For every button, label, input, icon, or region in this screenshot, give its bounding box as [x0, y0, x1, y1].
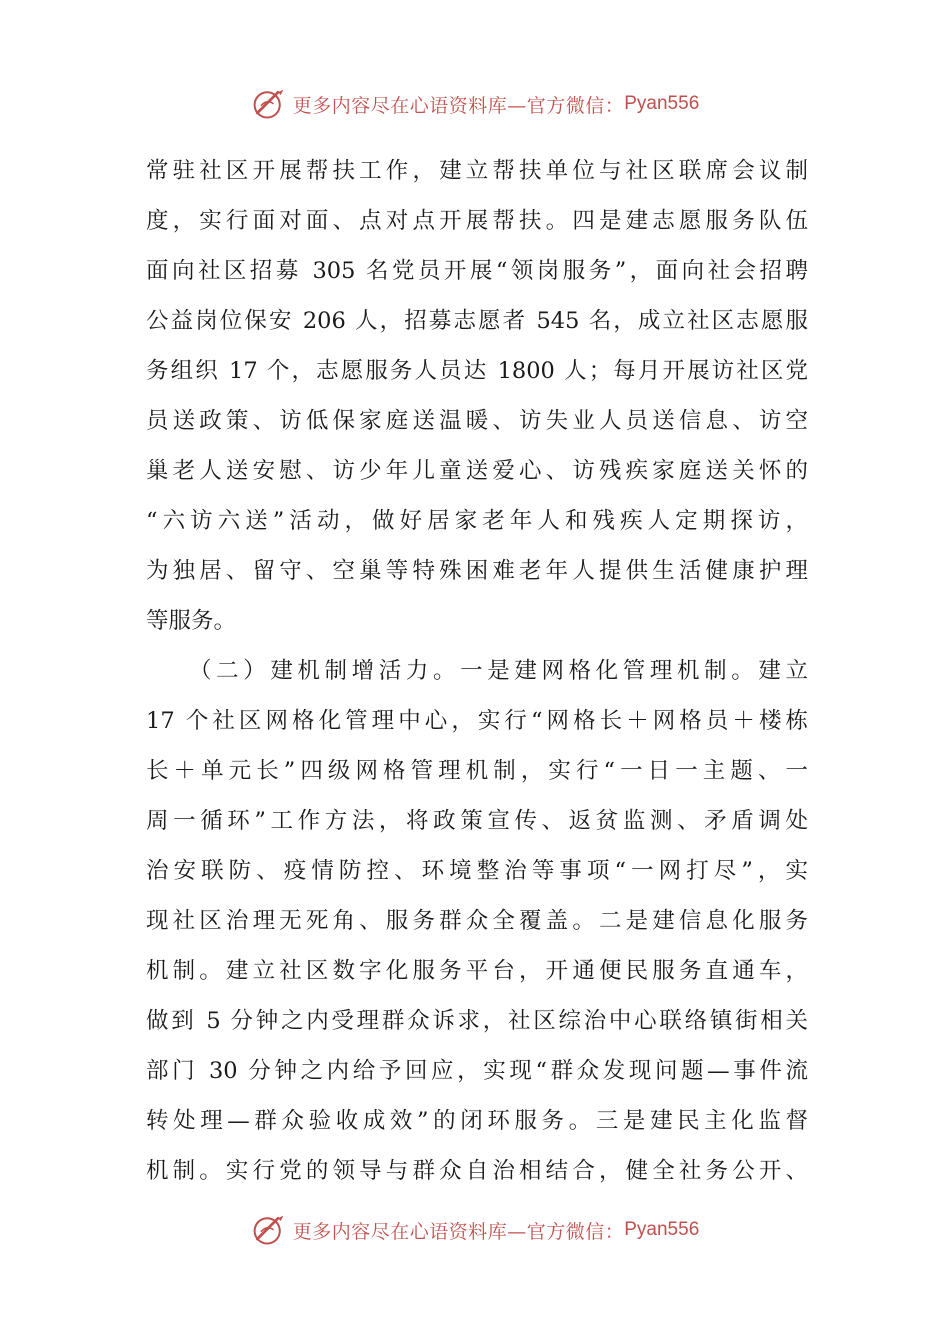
text-line: （二）建机制增活力。一是建网格化管理机制。建立: [146, 658, 808, 684]
text-line: 机制。建立社区数字化服务平台，开通便民服务直通车，: [146, 958, 808, 984]
text-line: 部门 30 分钟之内给予回应，实现“群众发现问题—事件流: [146, 1058, 808, 1084]
text-line: 转处理—群众验收成效”的闭环服务。三是建民主化监督: [146, 1108, 808, 1134]
text-line: 等服务。: [146, 608, 237, 634]
text-line: 度，实行面对面、点对点开展帮扶。四是建志愿服务队伍: [146, 208, 808, 234]
watermark-header: [0, 82, 950, 126]
text-line: 17 个社区网格化管理中心，实行“网格长＋网格员＋楼栋: [146, 708, 808, 734]
watermark-text: 更多内容尽在心语资料库—官方微信：: [292, 1220, 625, 1243]
watermark-footer: [0, 1208, 950, 1252]
text-line: 公益岗位保安 206 人，招募志愿者 545 名，成立社区志愿服: [146, 308, 808, 334]
text-line: 现社区治理无死角、服务群众全覆盖。二是建信息化服务: [146, 908, 808, 934]
pen-logo-icon: [251, 1212, 287, 1248]
text-line: 务组织 17 个，志愿服务人员达 1800 人；每月开展访社区党: [146, 358, 808, 384]
text-line: 常驻社区开展帮扶工作，建立帮扶单位与社区联席会议制: [146, 158, 808, 184]
text-line: 机制。实行党的领导与群众自治相结合，健全社务公开、: [146, 1158, 808, 1184]
document-body: [146, 146, 808, 1196]
watermark-text: 更多内容尽在心语资料库—官方微信：: [292, 94, 625, 117]
watermark-wechat-id: Pyan556: [624, 93, 700, 114]
text-line: “六访六送”活动，做好居家老年人和残疾人定期探访，: [146, 508, 808, 534]
text-line: 长＋单元长”四级网格管理机制，实行“一日一主题、一: [146, 758, 808, 784]
pen-logo-icon: [251, 86, 287, 122]
text-line: 周一循环”工作方法，将政策宣传、返贫监测、矛盾调处: [146, 808, 808, 834]
text-line: 员送政策、访低保家庭送温暖、访失业人员送信息、访空: [146, 408, 808, 434]
text-line: 巢老人送安慰、访少年儿童送爱心、访残疾家庭送关怀的: [146, 458, 808, 484]
text-line: 做到 5 分钟之内受理群众诉求，社区综治中心联络镇街相关: [146, 1008, 808, 1034]
watermark-wechat-id: Pyan556: [624, 1219, 700, 1240]
text-line: 治安联防、疫情防控、环境整治等事项“一网打尽”，实: [146, 858, 808, 884]
text-line: 面向社区招募 305 名党员开展“领岗服务”，面向社会招聘: [146, 258, 808, 284]
text-line: 为独居、留守、空巢等特殊困难老年人提供生活健康护理: [146, 558, 808, 584]
